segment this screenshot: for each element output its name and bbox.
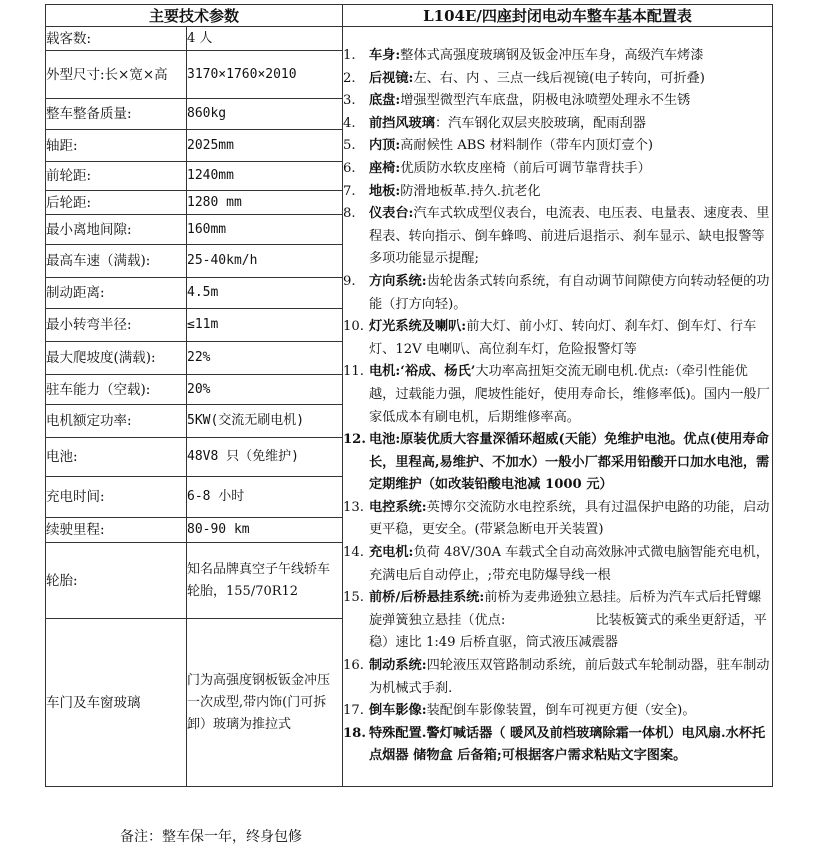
spec-label: 轴距:	[46, 130, 187, 162]
config-item: 2. 后视镜:左、右、内 、三点一线后视镜(电子转向，可折叠)	[343, 70, 705, 86]
spec-label: 载客数:	[46, 27, 187, 51]
spec-label: 电池:	[46, 438, 187, 477]
spec-value: 门为高强度钢板钣金冲压一次成型,带内饰(门可拆卸）玻璃为推拉式	[187, 619, 343, 787]
spec-label: 充电时间:	[46, 477, 187, 518]
spec-value: 知名品牌真空子午线轿车轮胎，155/70R12	[187, 543, 343, 619]
config-item: 4. 前挡风玻璃：汽车钢化双层夹胶玻璃，配雨刮器	[343, 115, 646, 131]
spec-value: 1280 mm	[187, 191, 343, 215]
spec-value: 80-90 km	[187, 518, 343, 543]
spec-value: 860kg	[187, 99, 343, 130]
spec-label: 外型尺寸:长×宽×高	[46, 51, 187, 99]
spec-label: 制动距离:	[46, 278, 187, 309]
spec-value: 22%	[187, 342, 343, 375]
spec-table	[45, 4, 773, 787]
config-item: 18. 特殊配置.警灯喊话器（ 暖风及前档玻璃除霜一体机）电风扇.水杯托 点烟器 储物盒 后备箱;可根据客户需求粘贴文字图案。	[343, 725, 766, 764]
config-list	[343, 27, 773, 787]
config-item: 3. 底盘:增强型微型汽车底盘，阴极电泳喷塑处理永不生锈	[343, 93, 691, 109]
spec-value: 5KW(交流无刷电机)	[187, 405, 343, 438]
spec-value: 3170×1760×2010	[187, 51, 343, 99]
spec-label: 车门及车窗玻璃	[46, 619, 187, 787]
config-item: 17. 倒车影像:装配倒车影像装置，倒车可视更方便（安全)。	[343, 703, 696, 719]
spec-label: 驻车能力（空载):	[46, 375, 187, 405]
spec-label: 前轮距:	[46, 162, 187, 191]
spec-label: 续驶里程:	[46, 518, 187, 543]
spec-label: 最高车速（满载):	[46, 245, 187, 278]
spec-value: 4.5m	[187, 278, 343, 309]
config-item: 1. 车身:整体式高强度玻璃钢及钣金冲压车身，高级汽车烤漆	[343, 48, 704, 63]
left-header: 主要技术参数	[46, 5, 343, 27]
config-item: 14. 充电机:负荷 48V/30A 车载式全自动高效脉冲式微电脑智能充电机，充满电后自动停止，;带充电防爆导线一根	[343, 545, 769, 583]
spec-label: 电机额定功率:	[46, 405, 187, 438]
config-item: 16. 制动系统:四轮液压双管路制动系统，前后鼓式车轮制动器，驻车制动为机械式手刹.	[343, 658, 770, 696]
spec-value: 25-40km/h	[187, 245, 343, 278]
spec-label: 整车整备质量:	[46, 99, 187, 130]
spec-value: 6-8 小时	[187, 477, 343, 518]
config-item: 6. 座椅:优质防水软皮座椅（前后可调节靠背扶手）	[343, 160, 651, 176]
spec-label: 最大爬坡度(满载):	[46, 342, 187, 375]
config-item: 8. 仪表台:汽车式软成型仪表台，电流表、电压表、电量表、速度表、里程表、转向指示、倒车蜂鸣、前进后退指示、刹车显示、缺电报警等多项功能显示提醒;	[343, 206, 770, 267]
config-item: 15. 前桥/后桥悬挂系统:前桥为麦弗逊独立悬挂。后桥为汽车式后托臂螺旋弹簧独立悬挂（优点: 比装板簧式的乘坐更舒适，平稳）速比 1:49 后桥直驱，筒式液压减震器	[343, 590, 767, 651]
config-item: 10. 灯光系统及喇叭:前大灯、前小灯、转向灯、刹车灯、倒车灯、行车灯、12V 电喇叭、高位刹车灯，危险报警灯等	[343, 319, 757, 357]
spec-label: 最小转弯半径:	[46, 309, 187, 342]
spec-label: 后轮距:	[46, 191, 187, 215]
right-header: L104E/四座封闭电动车整车基本配置表	[343, 5, 773, 27]
config-item: 12. 电池:原装优质大容量深循环超威(天能）免维护电池。优点(使用寿命长，里程高,易维护、不加水）一般小厂都采用铅酸开口加水电池，需定期维护（如改装铅酸电池减 1000 元）	[343, 432, 770, 493]
spec-value: 1240mm	[187, 162, 343, 191]
spec-value: 160mm	[187, 215, 343, 245]
config-item: 5. 内顶:高耐候性 ABS 材料制作（带车内顶灯壹个)	[343, 138, 654, 154]
config-item: 7. 地板:防滑地板革.持久.抗老化	[343, 183, 541, 199]
config-item: 9. 方向系统:齿轮齿条式转向系统，有自动调节间隙使方向转动轻便的功能（打方向轻)。	[343, 273, 770, 312]
spec-value: 2025mm	[187, 130, 343, 162]
config-item: 13. 电控系统:英博尔交流防水电控系统，具有过温保护电路的功能，启动更平稳，更安全。(带紧急断电开关装置)	[343, 499, 770, 538]
footnote: 备注：整车保一年，终身包修	[120, 829, 302, 845]
config-item: 11. 电机:‘裕成、杨氏’大功率高扭矩交流无刷电机.优点:（牵引性能优越，过载能力强，爬坡性能好，使用寿命长，维修率低)。国内一般厂家低成本有刷电机，后期维修率高。	[343, 364, 770, 425]
spec-label: 最小离地间隙:	[46, 215, 187, 245]
spec-value: ≤11m	[187, 309, 343, 342]
spec-value: 4 人	[187, 27, 343, 51]
spec-value: 48V8 只（免维护)	[187, 438, 343, 477]
spec-label: 轮胎:	[46, 543, 187, 619]
spec-value: 20%	[187, 375, 343, 405]
